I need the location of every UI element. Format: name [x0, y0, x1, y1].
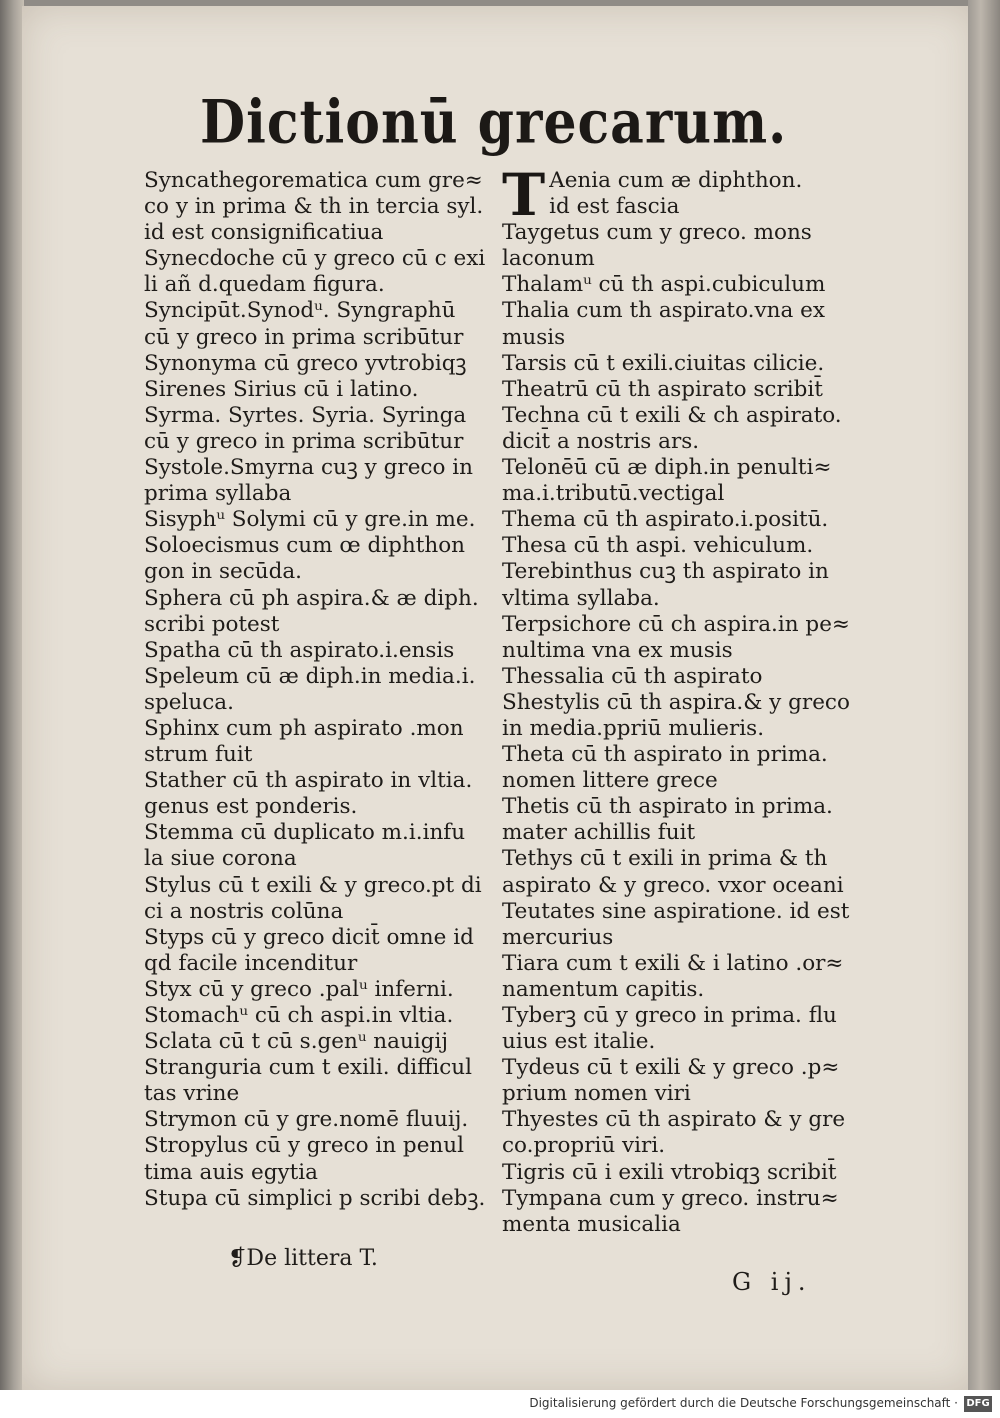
text-line: laconum — [502, 246, 595, 272]
text-line: id est fascia — [549, 194, 680, 220]
text-line: Thesa cū th aspi. vehiculum. — [502, 533, 814, 559]
text-line: cū y greco in prima scribūtur — [144, 324, 464, 350]
text-line: Tympana cum y greco. instru≈ — [502, 1185, 839, 1211]
text-line: Sisyphᵘ Solymi cū y gre.in me. — [144, 507, 476, 533]
text-line: co.propriū viri. — [502, 1133, 666, 1159]
text-line: Tarsis cū t exili.ciuitas cilicie. — [502, 350, 825, 376]
text-line: Sclata cū t cū s.genᵘ nauigij — [144, 1029, 448, 1055]
text-line: Techna cū t exili & ch aspirato. — [502, 402, 842, 428]
text-line: la siue corona — [144, 846, 297, 872]
text-line: Syncathegorematica cum gre≈ — [144, 168, 483, 193]
left-column — [144, 168, 484, 1212]
text-line: Taygetus cum y greco. mons — [502, 220, 812, 246]
text-line: uius est italie. — [502, 1029, 656, 1055]
text-line: Aenia cum æ diphthon. — [549, 168, 803, 193]
text-line: Stupa cū simplici p scribi debꝫ. — [144, 1185, 486, 1211]
text-line: Tiara cum t exili & i latino .or≈ — [502, 950, 844, 976]
text-line: Styps cū y greco dicit̄ omne id — [144, 924, 474, 950]
text-line: Thessalia cū th aspirato — [502, 663, 763, 689]
text-line: Synecdoche cū y greco cū c exi — [144, 246, 486, 272]
text-line: Tethys cū t exili in prima & th — [502, 846, 828, 872]
text-line: musis — [502, 324, 566, 350]
text-line: Syrma. Syrtes. Syria. Syringa — [144, 402, 467, 428]
right-column — [502, 161, 850, 1238]
text-line: Tydeus cū t exili & y greco .p≈ — [502, 1055, 840, 1081]
text-line: Tyberꝫ cū y greco in prima. flu — [502, 1003, 837, 1028]
text-line: Stomachᵘ cū ch aspi.in vltia. — [144, 1003, 454, 1028]
text-line: Terpsichore cū ch aspira.in pe≈ — [502, 611, 850, 637]
text-line: vltima syllaba. — [502, 585, 660, 611]
text-line: Strymon cū y gre.nomē fluuij. — [144, 1107, 469, 1133]
text-line: nultima vna ex musis — [502, 637, 733, 663]
text-line: Theta cū th aspirato in prima. — [502, 742, 828, 768]
text-line: mercurius — [502, 924, 614, 950]
text-line: aspirato & y greco. vxor oceani — [502, 872, 844, 898]
text-line: li añ d.quedam figura. — [144, 272, 385, 298]
text-line: Teutates sine aspiratione. id est — [502, 898, 850, 924]
text-line: gon in secūda. — [144, 559, 303, 585]
dfg-logo: DFG — [964, 1396, 992, 1412]
text-line: genus est ponderis. — [144, 794, 358, 820]
text-line: Terebinthus cuꝫ th aspirato in — [502, 559, 829, 585]
text-line: speluca. — [144, 689, 234, 715]
text-line: co y in prima & th in tercia syl. — [144, 194, 484, 220]
text-line: Soloecismus cum œ diphthon — [144, 533, 465, 559]
text-line: Thalamᵘ cū th aspi.cubiculum — [502, 272, 826, 298]
page-edge — [968, 0, 1000, 1390]
text-line: Stather cū th aspirato in vltia. — [144, 768, 473, 794]
text-line: Synonyma cū greco yvtrobiqꝫ — [144, 350, 467, 376]
text-line: Styx cū y greco .palᵘ inferni. — [144, 976, 454, 1002]
text-line: id est consignificatiua — [144, 220, 384, 246]
text-line: Sphera cū ph aspira.& æ diph. — [144, 585, 479, 611]
text-line: Thema cū th aspirato.i.positū. — [502, 507, 829, 533]
book-gutter — [0, 0, 24, 1390]
text-line: strum fuit — [144, 742, 253, 768]
text-line: Speleum cū æ diph.in media.i. — [144, 663, 476, 689]
text-line: Stropylus cū y greco in penul — [144, 1133, 464, 1159]
text-line: Telonēū cū æ diph.in penulti≈ — [502, 455, 832, 481]
text-line: Stemma cū duplicato m.i.infu — [144, 820, 466, 846]
text-line: ci a nostris colūna — [144, 898, 344, 924]
text-line: Syncipūt.Synodᵘ. Syngraphū — [144, 298, 456, 324]
text-line: nomen littere grece — [502, 768, 718, 794]
text-line: Thetis cū th aspirato in prima. — [502, 794, 833, 820]
text-line: ma.i.tributū.vectigal — [502, 481, 725, 507]
text-line: dicit̄ a nostris ars. — [502, 428, 700, 454]
text-line: Shestylis cū th aspira.& y greco — [502, 689, 850, 715]
text-line: prima syllaba — [144, 481, 292, 507]
text-line: prium nomen viri — [502, 1081, 691, 1107]
text-line: Spatha cū th aspirato.i.ensis — [144, 637, 455, 663]
text-line: Thalia cum th aspirato.vna ex — [502, 298, 825, 324]
signature-mark: G ij. — [732, 1268, 812, 1296]
text-line: cū y greco in prima scribūtur — [144, 428, 464, 454]
text-line: scribi potest — [144, 611, 280, 637]
drop-initial: T — [502, 161, 546, 229]
text-line: Theatrū cū th aspirato scribit̄ — [502, 376, 823, 402]
section-heading: ❡De littera T. — [228, 1246, 378, 1271]
text-line: Thyestes cū th aspirato & y gre — [502, 1107, 846, 1133]
text-line: Systole.Smyrna cuꝫ y greco in — [144, 455, 473, 481]
text-line: Sirenes Sirius cū i latino. — [144, 376, 419, 402]
digitization-credit: Digitalisierung gefördert durch die Deutsche Forschungsgemeinschaft · — [529, 1396, 958, 1410]
text-line: qd facile incenditur — [144, 950, 358, 976]
text-line: tas vrine — [144, 1081, 240, 1107]
text-line: in media.ppriū mulieris. — [502, 715, 765, 741]
text-line: Stylus cū t exili & y greco.pt di — [144, 872, 482, 898]
text-line: Sphinx cum ph aspirato .mon — [144, 715, 464, 741]
text-line: mater achillis fuit — [502, 820, 696, 846]
page-title: Dictionū grecarum. — [200, 87, 788, 158]
text-line: Stranguria cum t exili. difficul — [144, 1055, 473, 1081]
text-line: menta musicalia — [502, 1211, 681, 1237]
text-line: namentum capitis. — [502, 976, 705, 1002]
text-line: Tigris cū i exili vtrobiqꝫ scribit̄ — [502, 1159, 837, 1185]
text-line: tima auis egytia — [144, 1159, 318, 1185]
